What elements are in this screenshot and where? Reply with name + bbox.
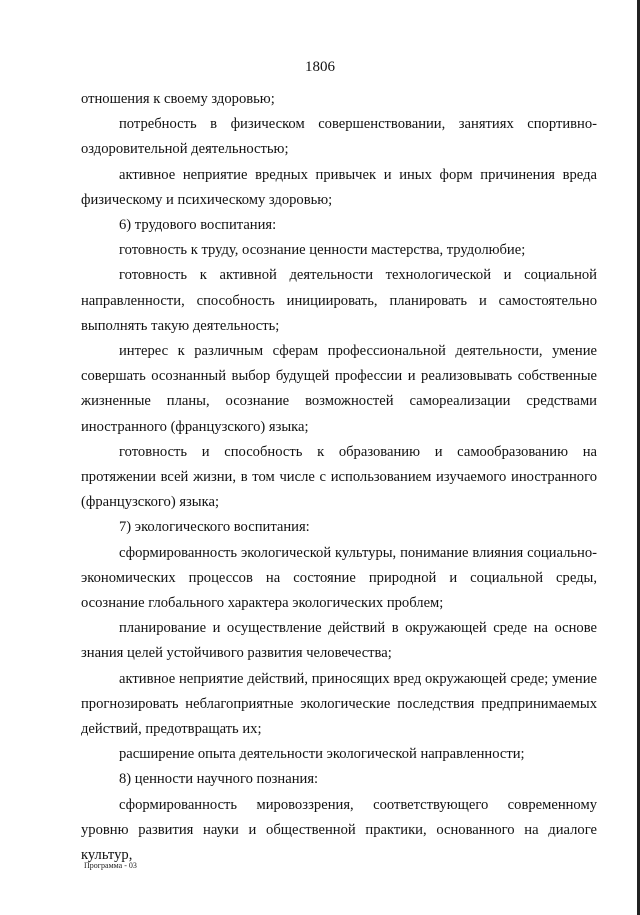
paragraph: планирование и осуществление действий в окружающей среде на основе знания целей устойчивого развития человечества; (81, 620, 597, 662)
section-heading: 6) трудового воспитания: (119, 217, 277, 234)
paragraph: расширение опыта деятельности экологической направленности; (119, 746, 525, 763)
paragraph: сформированность мировоззрения, соответствующего современному уровню развития науки и общественной практики, основанного на диалоге культур, (81, 796, 597, 864)
paragraph: потребность в физическом совершенствовании, занятиях спортивно-оздоровительной деятельностью; (81, 116, 597, 158)
paragraph: активное неприятие вредных привычек и иных форм причинения вреда физическому и психическому здоровью; (81, 166, 597, 208)
footer-label: Программа - 03 (84, 861, 137, 870)
paragraph: готовность к активной деятельности технологической и социальной направленности, способность инициировать, планировать и самостоятельно выполнять такую деятельность; (81, 267, 597, 334)
page-number: 1806 (305, 59, 335, 75)
section-heading: 8) ценности научного познания: (119, 771, 319, 788)
paragraph: отношения к своему здоровью; (81, 91, 275, 107)
paragraph: интерес к различным сферам профессиональной деятельности, умение совершать осознанный выбор будущей профессии и реализовывать собственные жизненные планы, осознание возможностей самореализации средствами иностранного (французского) языка; (81, 343, 597, 435)
paragraph: активное неприятие действий, приносящих вред окружающей среде; умение прогнозировать неблагоприятные экологические последствия предпринимаемых действий, предотвращать их; (81, 670, 597, 738)
paragraph: сформированность экологической культуры, понимание влияния социально-экономических процессов на состояние природной и социальной среды, осознание глобального характера экологических проблем; (81, 544, 597, 612)
section-heading: 7) экологического воспитания: (119, 519, 310, 536)
paragraph: готовность к труду, осознание ценности мастерства, трудолюбие; (119, 242, 526, 259)
paragraph: готовность и способность к образованию и самообразованию на протяжении всей жизни, в том числе с использованием изучаемого иностранного (французского) языка; (81, 443, 597, 511)
document-body (81, 87, 597, 868)
